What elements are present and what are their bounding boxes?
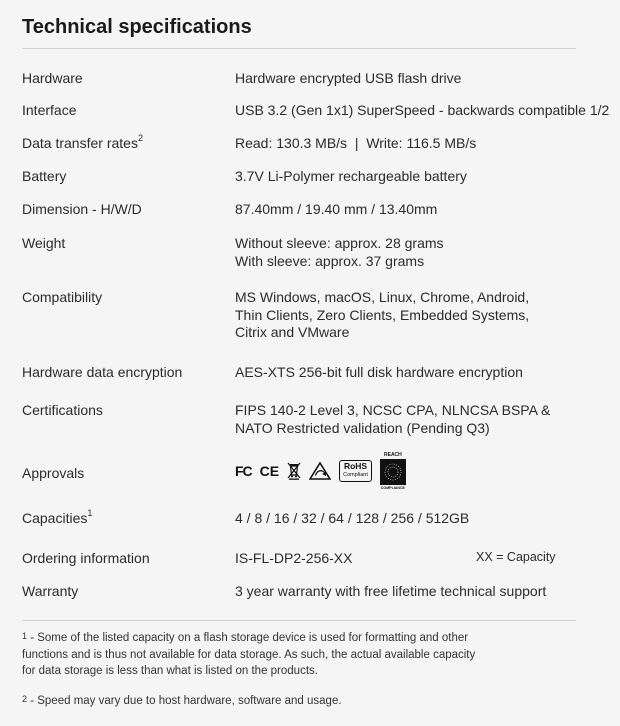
rohs-icon: RoHS Compliant [339,460,372,482]
reach-icon: REACH COMPLIANCE [380,451,405,490]
spec-label-capacities: Capacities$^1$ [22,508,93,526]
title-divider [22,48,576,49]
spec-label-ordering: Ordering information [22,550,150,566]
spec-value-data-transfer: Read: 130.3 MB/s | Write: 116.5 MB/s [235,135,477,151]
spec-label-weight: Weight [22,235,66,251]
footnote-ref-2: 2 [137,133,143,143]
spec-label-data-transfer: Data transfer rates$^2$ [22,133,143,151]
spec-value-interface: USB 3.2 (Gen 1x1) SuperSpeed - backwards compatible 1/2 [235,102,610,118]
spec-value-weight: Without sleeve: approx. 28 grams With sleeve: approx. 37 grams [235,235,444,269]
capacity-note: XX = Capacity [476,550,556,564]
spec-value-compatibility: MS Windows, macOS, Linux, Chrome, Android, Thin Clients, Zero Clients, Embedded Systems, Citrix and VMware [235,289,530,340]
spec-value-capacities: 4 / 8 / 16 / 32 / 64 / 128 / 256 / 512GB [235,510,470,526]
spec-value-ordering: IS-FL-DP2-256-XX [235,550,353,566]
fc-icon: FC [235,463,252,479]
spec-value-warranty: 3 year warranty with free lifetime technical support [235,583,547,599]
spec-label-approvals: Approvals [22,465,85,481]
spec-label-dimension: Dimension - H/W/D [22,201,142,217]
spec-value-encryption: AES-XTS 256-bit full disk hardware encryption [235,364,523,380]
spec-label-hardware: Hardware [22,70,83,86]
spec-label-encryption: Hardware data encryption [22,364,183,380]
approval-icons [235,449,406,493]
rcm-icon [309,462,331,480]
footnote-1: $^1$ - Some of the listed capacity on a flash storage device is used for formatting and other functions and is thus not available for data storage. As such, the actual available capacity for data storage is less than what is listed on the products. [22,631,476,677]
weee-bin-icon [287,462,301,480]
footnote-ref-1: 1 [87,508,93,518]
page-title: Technical specifications [22,16,252,38]
footnote-2: $^2$ - Speed may vary due to host hardware, software and usage. [22,694,342,707]
spec-value-dimension: 87.40mm / 19.40 mm / 13.40mm [235,201,438,217]
footnote-divider [22,620,576,621]
spec-label-battery: Battery [22,168,67,184]
spec-value-hardware: Hardware encrypted USB flash drive [235,70,462,86]
spec-value-certifications: FIPS 140-2 Level 3, NCSC CPA, NLNCSA BSPA & NATO Restricted validation (Pending Q3) [235,402,551,436]
spec-label-compatibility: Compatibility [22,289,103,305]
spec-value-battery: 3.7V Li-Polymer rechargeable battery [235,168,467,184]
spec-label-interface: Interface [22,102,77,118]
ce-icon: CE [259,463,280,479]
spec-label-warranty: Warranty [22,583,79,599]
spec-label-certifications: Certifications [22,402,103,418]
